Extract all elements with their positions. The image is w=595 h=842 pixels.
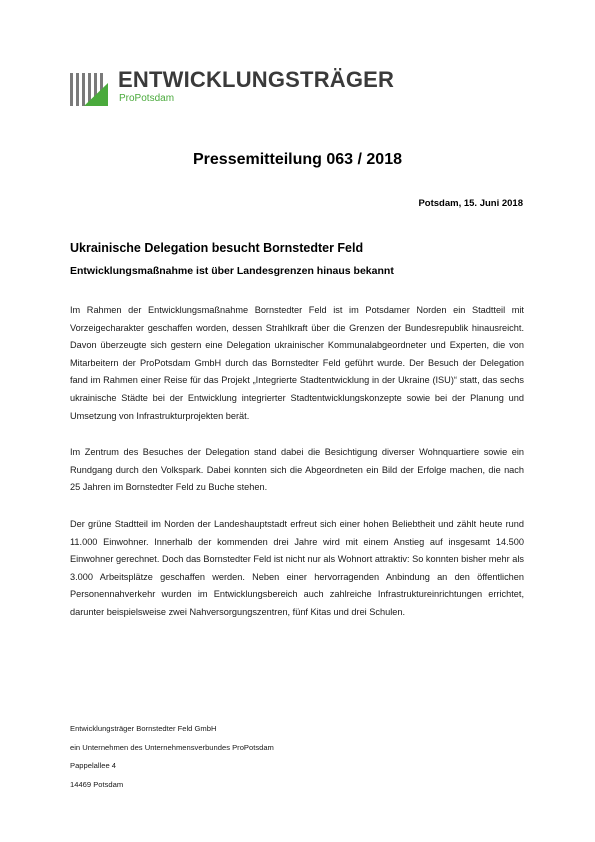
body-paragraph: Der grüne Stadtteil im Norden der Landeshauptstadt erfreut sich einer hohen Beliebtheit und zählt heute rund 11.000 Einwohner. Innerhalb der kommenden drei Jahre wird mit einem Anstieg auf insgesamt 14.500 Einwohner gerechnet. Doch das Bornstedter Feld ist nicht nur als Wohnort attraktiv: So konnten bisher mehr als 3.000 Arbeitsplätze geschaffen werden. Neben einer hervorragenden Anbindung an den öffentlichen Personennahverkehr wurden im Entwicklungsbereich auch zahlreiche Infrastruktureinrichtungen errichtet, darunter beispielsweise zwei Nahversorgungszentren, fünf Kitas und drei Schulen. — [70, 518, 524, 617]
article-heading: Ukrainische Delegation besucht Bornstedter Feld — [70, 241, 364, 255]
footer-street: Pappelallee 4 — [70, 761, 117, 770]
footer-company-group: ein Unternehmen des Unternehmensverbundes ProPotsdam — [70, 742, 274, 752]
article-subheading: Entwicklungsmaßnahme ist über Landesgrenzen hinaus bekannt — [70, 265, 394, 277]
body-paragraph: Im Rahmen der Entwicklungsmaßnahme Bornstedter Feld ist im Potsdamer Norden ein Stadtteil mit Vorzeigecharakter geschaffen worden, dessen Strahlkraft über die Grenzen der Bundesrepublik hinausreicht. Davon überzeugte sich gestern eine Delegation ukrainischer Kommunalabgeordneter und Experten, die von Mitarbeitern der ProPotsdam GmbH durch das Bornstedter Feld geführt wurde. Der Besuch der Delegation fand im Rahmen einer Reise für das Projekt „Integrierte Stadtentwicklung in der Ukraine (ISU)“ statt, das sechs ukrainische Städte bei der Entwicklung integrierter Stadtentwicklungskonzepte sowie bei der Planung und Umsetzung von Infrastrukturprojekten berät. — [70, 305, 524, 421]
press-release-title: Pressemitteilung 063 / 2018 — [193, 151, 402, 168]
release-date: Potsdam, 15. Juni 2018 — [418, 198, 523, 209]
stripes-triangle-logo-icon — [70, 69, 108, 107]
company-address — [70, 720, 470, 794]
article-body — [70, 302, 524, 641]
footer-company-name: Entwicklungsträger Bornstedter Feld GmbH — [70, 724, 217, 733]
footer-city: 14469 Potsdam — [70, 779, 124, 789]
logo-subtitle: ProPotsdam — [119, 93, 175, 104]
body-paragraph: Im Zentrum des Besuches der Delegation stand dabei die Besichtigung diverser Wohnquartiere sowie ein Rundgang durch den Volkspark. Dabei konnten sich die Abgeordneten ein Bild der Erfolge machen, die nach 25 Jahren im Bornstedter Feld zu Buche stehen. — [70, 447, 524, 493]
company-logo — [70, 66, 395, 108]
logo-title: ENTWICKLUNGSTRÄGER — [118, 67, 395, 92]
